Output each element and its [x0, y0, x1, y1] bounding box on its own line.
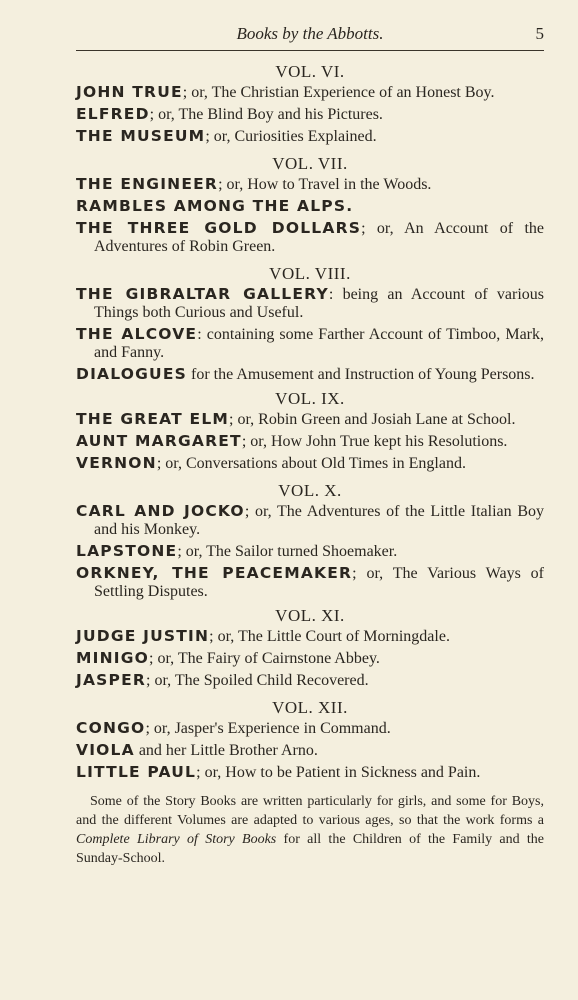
book-entry [76, 410, 544, 429]
book-title: THE THREE GOLD DOLLARS [76, 219, 362, 237]
book-title: LAPSTONE [76, 542, 178, 560]
book-subtitle: ; or, The Adventures of the Little Italian Boy and his Monkey. [94, 503, 545, 538]
book-title: JOHN TRUE [76, 83, 183, 101]
book-title: RAMBLES AMONG THE ALPS. [76, 197, 354, 215]
book-title: THE GREAT ELM [76, 410, 230, 428]
page-number: 5 [535, 24, 544, 43]
book-entry [76, 719, 544, 738]
volume-heading: VOL. VII. [272, 154, 348, 173]
page-header [76, 24, 544, 48]
note-text-end: for all the Children of the Family and the Sunday-School. [76, 832, 544, 866]
book-title: LITTLE PAUL [76, 763, 197, 781]
book-entry [76, 627, 544, 646]
book-entry [76, 432, 544, 451]
note-emphasis: Complete Library of Story Books [76, 832, 277, 847]
book-title: THE MUSEUM [76, 127, 206, 145]
book-subtitle: for the Amusement and Instruction of Young Persons. [187, 366, 535, 383]
book-subtitle: and her Little Brother Arno. [134, 742, 318, 759]
book-entry [76, 741, 544, 760]
book-subtitle: ; or, How John True kept his Resolutions. [241, 433, 508, 450]
book-subtitle: ; or, Robin Green and Josiah Lane at School. [229, 411, 516, 428]
book-subtitle: ; or, The Little Court of Morningdale. [209, 628, 450, 645]
book-entry [76, 454, 544, 473]
book-entry [76, 219, 544, 256]
running-title: Books by the Abbotts. [236, 24, 384, 43]
volume-heading: VOL. XII. [272, 698, 348, 717]
book-entry [76, 502, 544, 539]
book-title: CONGO [76, 719, 146, 737]
book-subtitle: ; or, How to be Patient in Sickness and Pain. [196, 764, 481, 781]
book-title: THE ALCOVE [76, 325, 198, 343]
book-entry [76, 671, 544, 690]
book-entry [76, 285, 544, 322]
book-title: MINIGO [76, 649, 150, 667]
book-subtitle: ; or, The Fairy of Cairnstone Abbey. [149, 650, 380, 667]
book-title: THE GIBRALTAR GALLERY [76, 285, 329, 303]
book-subtitle: : being an Account of various Things both Curious and Useful. [94, 286, 545, 321]
book-entry [76, 105, 544, 124]
book-title: JUDGE JUSTIN [76, 627, 210, 645]
book-subtitle: ; or, An Account of the Adventures of Robin Green. [94, 220, 545, 255]
book-subtitle: ; or, Jasper's Experience in Command. [145, 720, 391, 737]
book-title: AUNT MARGARET [76, 432, 242, 450]
volume-heading: VOL. X. [278, 481, 342, 500]
book-entry [76, 127, 544, 146]
volume-heading: VOL. VIII. [269, 264, 351, 283]
header-rule [76, 50, 544, 51]
book-entry [76, 197, 544, 216]
book-title: VIOLA [76, 741, 135, 759]
volume-heading: VOL. IX. [275, 389, 345, 408]
book-subtitle: : containing some Farther Account of Timboo, Mark, and Fanny. [94, 326, 545, 361]
book-subtitle: ; or, The Various Ways of Settling Disputes. [94, 565, 544, 600]
book-title: ORKNEY, THE PEACEMAKER [76, 564, 353, 582]
book-subtitle: ; or, Conversations about Old Times in England. [156, 455, 466, 472]
note-text: Some of the Story Books are written particularly for girls, and some for Boys, and the different Volumes are adapted to various ages, so that the work forms a [76, 794, 544, 828]
book-entry [76, 365, 544, 384]
book-entry [76, 763, 544, 782]
book-subtitle: ; or, Curiosities Explained. [205, 128, 377, 145]
volume-heading: VOL. XI. [275, 606, 345, 625]
book-entry [76, 325, 544, 362]
book-entry [76, 542, 544, 561]
book-entry [76, 564, 544, 601]
book-entry [76, 175, 544, 194]
book-entry [76, 649, 544, 668]
book-subtitle: ; or, The Blind Boy and his Pictures. [149, 106, 383, 123]
book-title: CARL AND JOCKO [76, 502, 245, 520]
closing-note [76, 792, 544, 868]
book-entry [76, 83, 544, 102]
book-title: JASPER [76, 671, 147, 689]
book-title: DIALOGUES [76, 365, 187, 383]
book-title: ELFRED [76, 105, 150, 123]
volume-heading: VOL. VI. [275, 62, 345, 81]
book-subtitle: ; or, The Christian Experience of an Honest Boy. [182, 84, 495, 101]
book-list [76, 60, 544, 868]
book-subtitle: ; or, The Sailor turned Shoemaker. [177, 543, 398, 560]
book-title: VERNON [76, 454, 157, 472]
book-subtitle: ; or, The Spoiled Child Recovered. [146, 672, 369, 689]
book-subtitle: ; or, How to Travel in the Woods. [218, 176, 432, 193]
book-title: THE ENGINEER [76, 175, 219, 193]
